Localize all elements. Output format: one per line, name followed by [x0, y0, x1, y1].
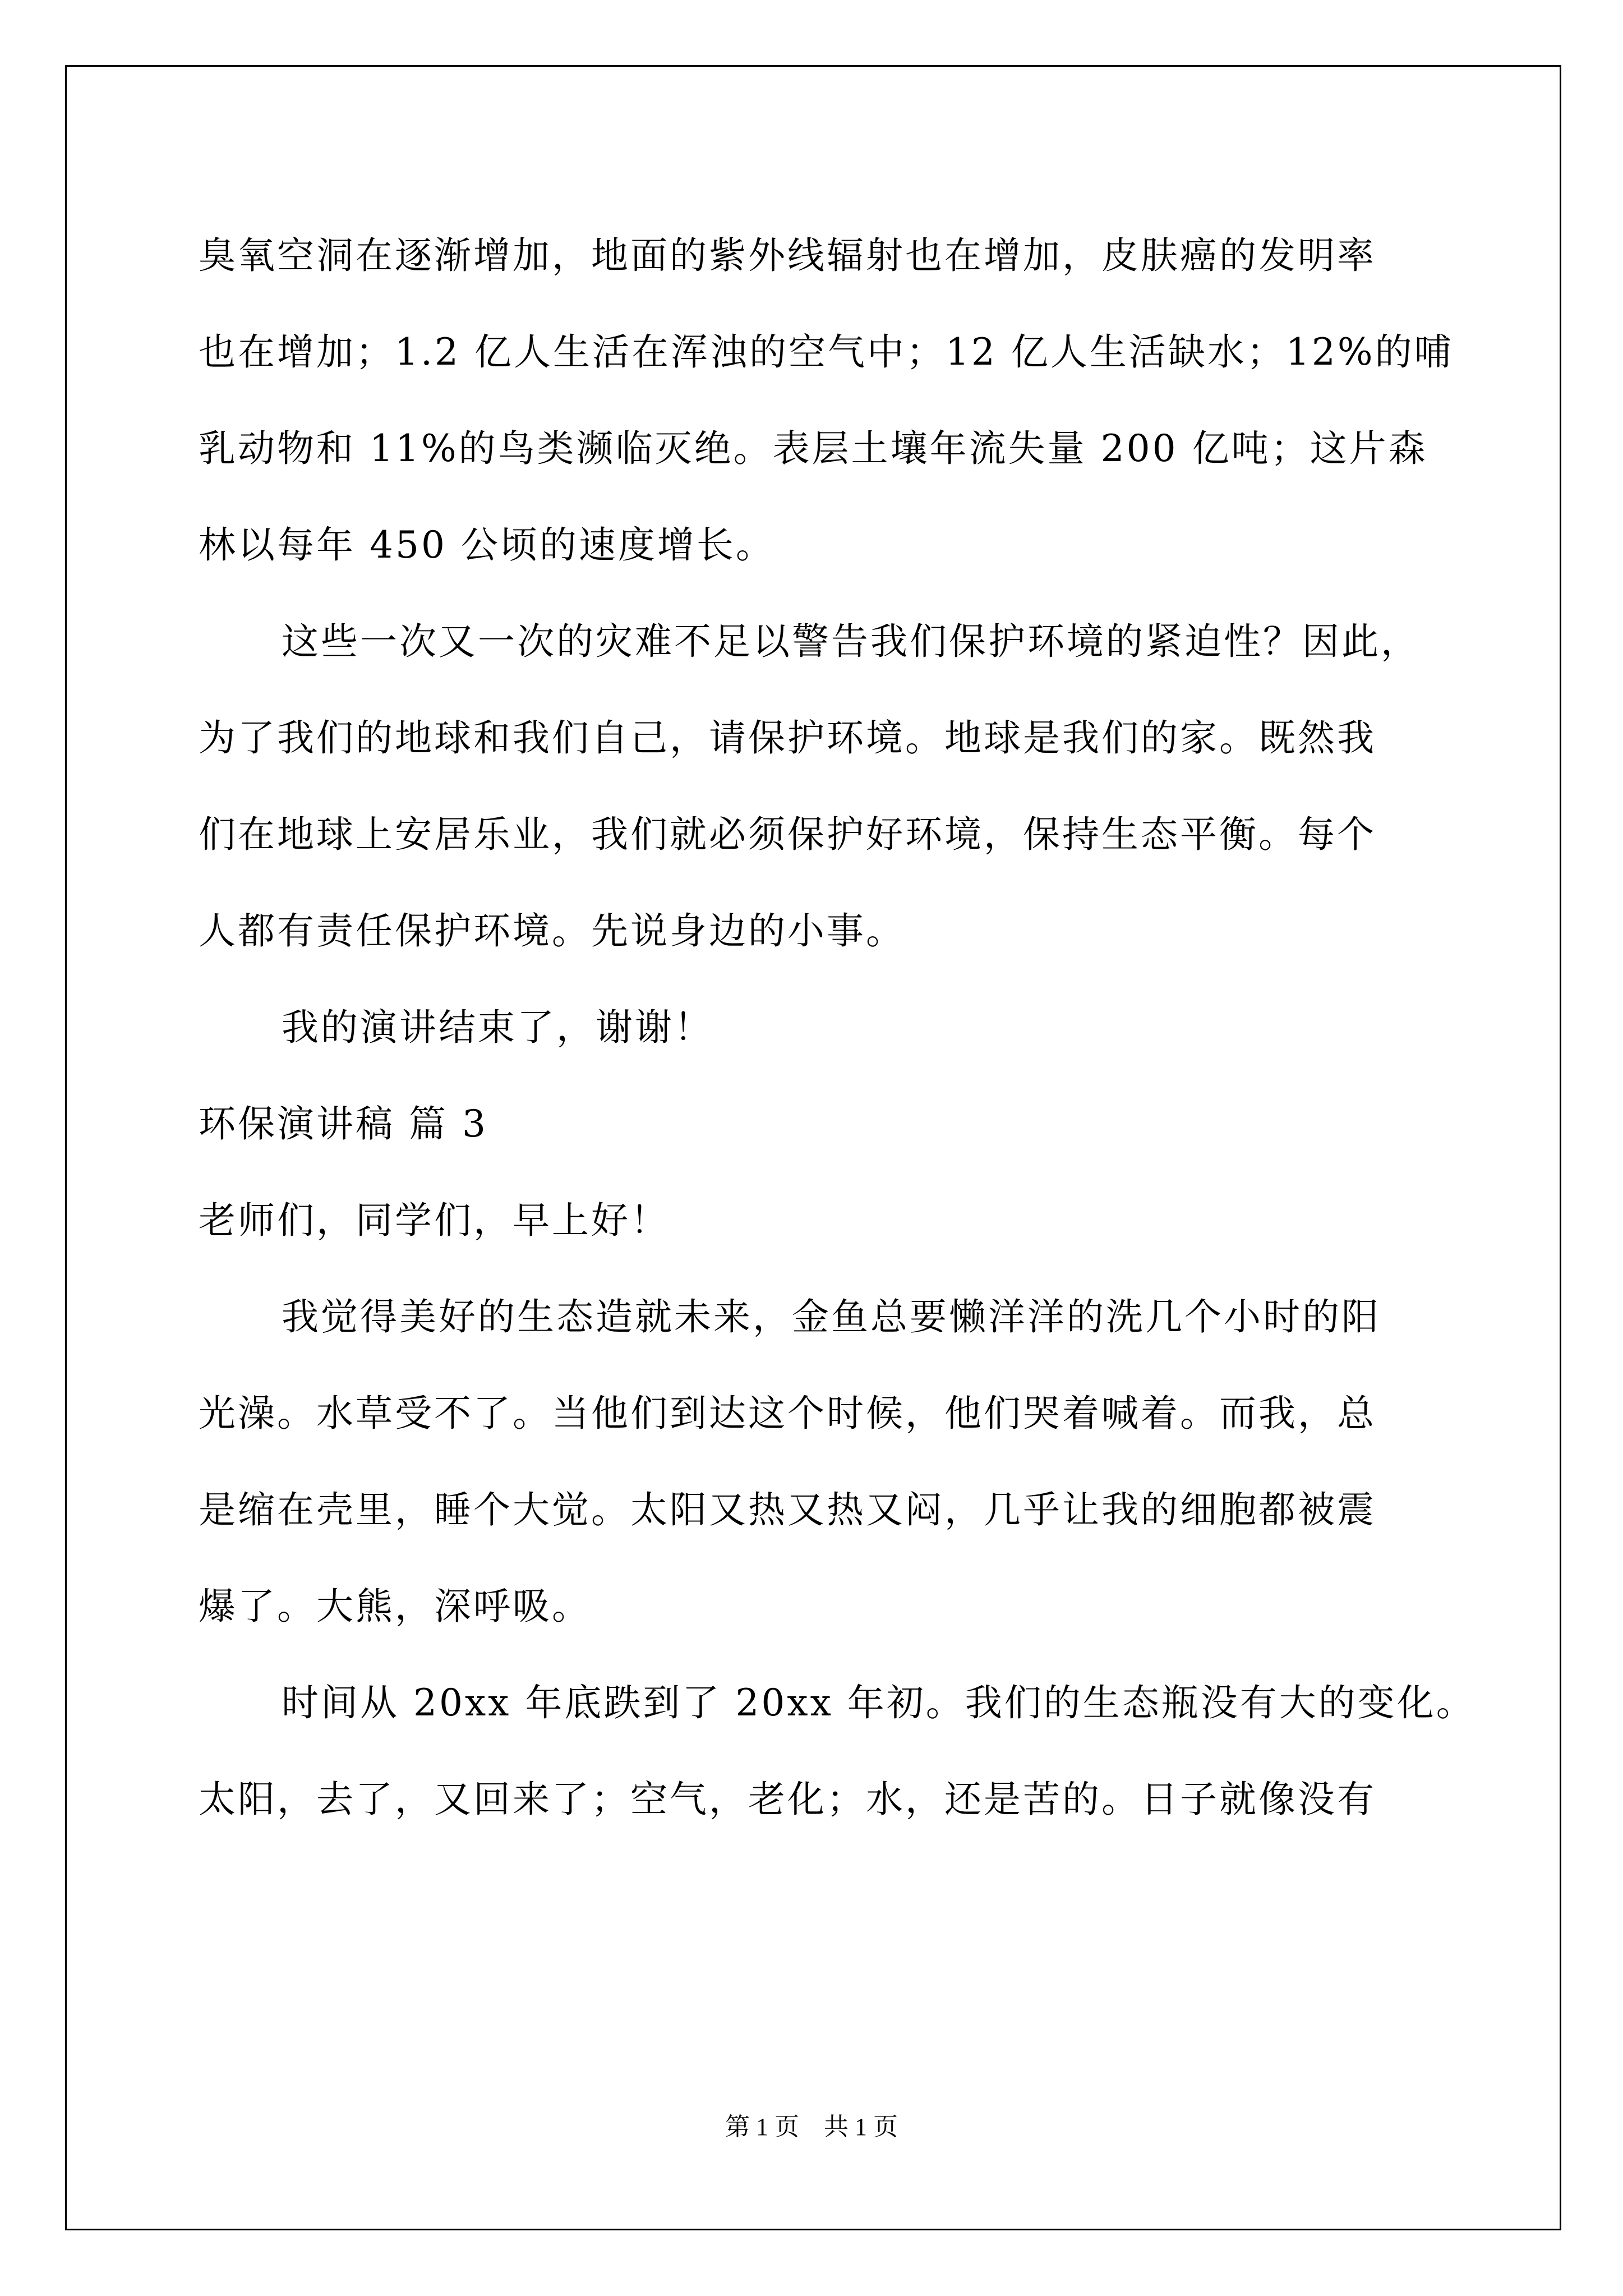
- text-line: 臭氧空洞在逐渐增加，地面的紫外线辐射也在增加，皮肤癌的发明率: [199, 234, 1376, 277]
- text-line: 我的演讲结束了，谢谢！: [282, 1006, 713, 1049]
- text-line: 爆了。大熊，深呼吸。: [199, 1585, 591, 1628]
- text-line: 时间从 20xx 年底跌到了 20xx 年初。我们的生态瓶没有大的变化。: [282, 1681, 1476, 1724]
- text-line: 我觉得美好的生态造就未来，金鱼总要懒洋洋的洗几个小时的阳: [282, 1295, 1381, 1338]
- text-line: 们在地球上安居乐业，我们就必须保护好环境，保持生态平衡。每个: [199, 813, 1376, 856]
- text-line: 也在增加；1.2 亿人生活在浑浊的空气中；12 亿人生活缺水；12%的哺: [199, 330, 1454, 374]
- text-line: 光澡。水草受不了。当他们到达这个时候，他们哭着喊着。而我，总: [199, 1392, 1376, 1435]
- text-line: 是缩在壳里，睡个大觉。太阳又热又热又闷，几乎让我的细胞都被震: [199, 1488, 1376, 1531]
- page-footer: 第 1 页 共 1 页: [725, 2113, 898, 2141]
- section-heading: 环保演讲稿 篇 3: [199, 1102, 488, 1145]
- text-line: 乳动物和 11%的鸟类濒临灭绝。表层土壤年流失量 200 亿吨；这片森: [199, 427, 1428, 470]
- text-line: 林以每年 450 公顷的速度增长。: [199, 523, 775, 567]
- text-line: 为了我们的地球和我们自己，请保护环境。地球是我们的家。既然我: [199, 716, 1376, 760]
- greeting-line: 老师们，同学们，早上好！: [199, 1199, 670, 1242]
- text-line: 人都有责任保护环境。先说身边的小事。: [199, 909, 905, 953]
- text-line: 太阳，去了，又回来了；空气，老化；水，还是苦的。日子就像没有: [199, 1778, 1376, 1821]
- text-line: 这些一次又一次的灾难不足以警告我们保护环境的紧迫性？因此，: [282, 620, 1420, 663]
- document-body: [199, 208, 1476, 1848]
